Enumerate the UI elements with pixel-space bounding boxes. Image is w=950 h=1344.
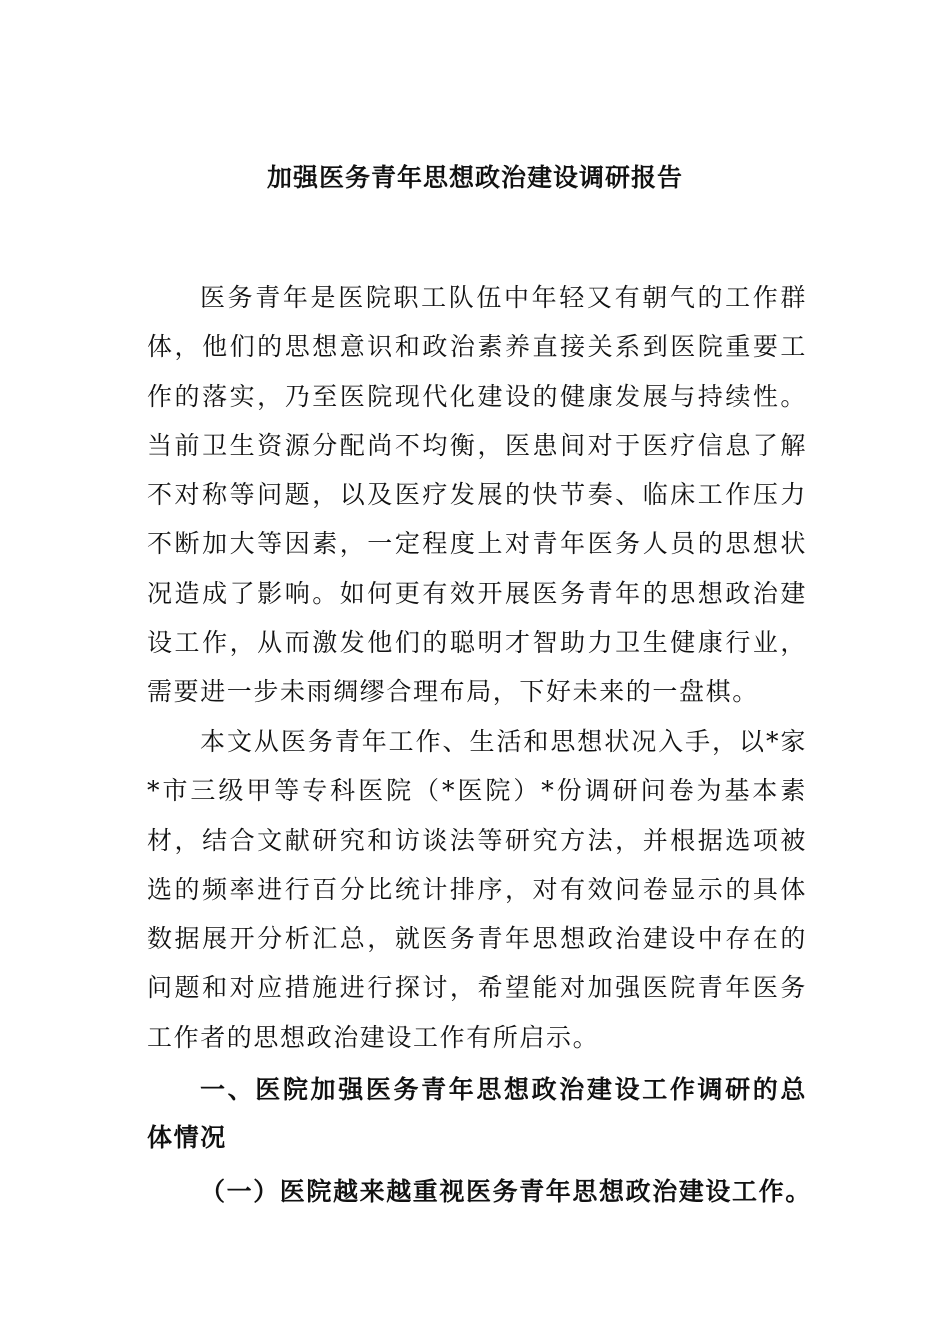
section-heading: 一、医院加强医务青年思想政治建设工作调研的总体情况 — [147, 1075, 807, 1152]
subsection-heading: （一）医院越来越重视医务青年思想政治建设工作。 — [200, 1177, 812, 1206]
document-title: 加强医务青年思想政治建设调研报告 — [266, 163, 683, 192]
body-paragraph-2: 本文从医务青年工作、生活和思想状况入手，以*家*市三级甲等专科医院（*医院）*份调研问卷为基本素材，结合文献研究和访谈法等研究方法，并根据选项被选的频率进行百分比统计排序，对有效问卷显示的具体数据展开分析汇总，就医务青年思想政治建设中存在的问题和对应措施进行探讨，希望能对加强医院青年医务工作者的思想政治建设工作有所启示。 — [147, 727, 807, 1052]
body-paragraph-1: 医务青年是医院职工队伍中年轻又有朝气的工作群体，他们的思想意识和政治素养直接关系到医院重要工作的落实，乃至医院现代化建设的健康发展与持续性。当前卫生资源分配尚不均衡，医患间对于医疗信息了解不对称等问题，以及医疗发展的快节奏、临床工作压力不断加大等因素，一定程度上对青年医务人员的思想状况造成了影响。如何更有效开展医务青年的思想政治建设工作，从而激发他们的聪明才智助力卫生健康行业，需要进一步未雨绸缪合理布局，下好未来的一盘棋。 — [147, 283, 807, 707]
